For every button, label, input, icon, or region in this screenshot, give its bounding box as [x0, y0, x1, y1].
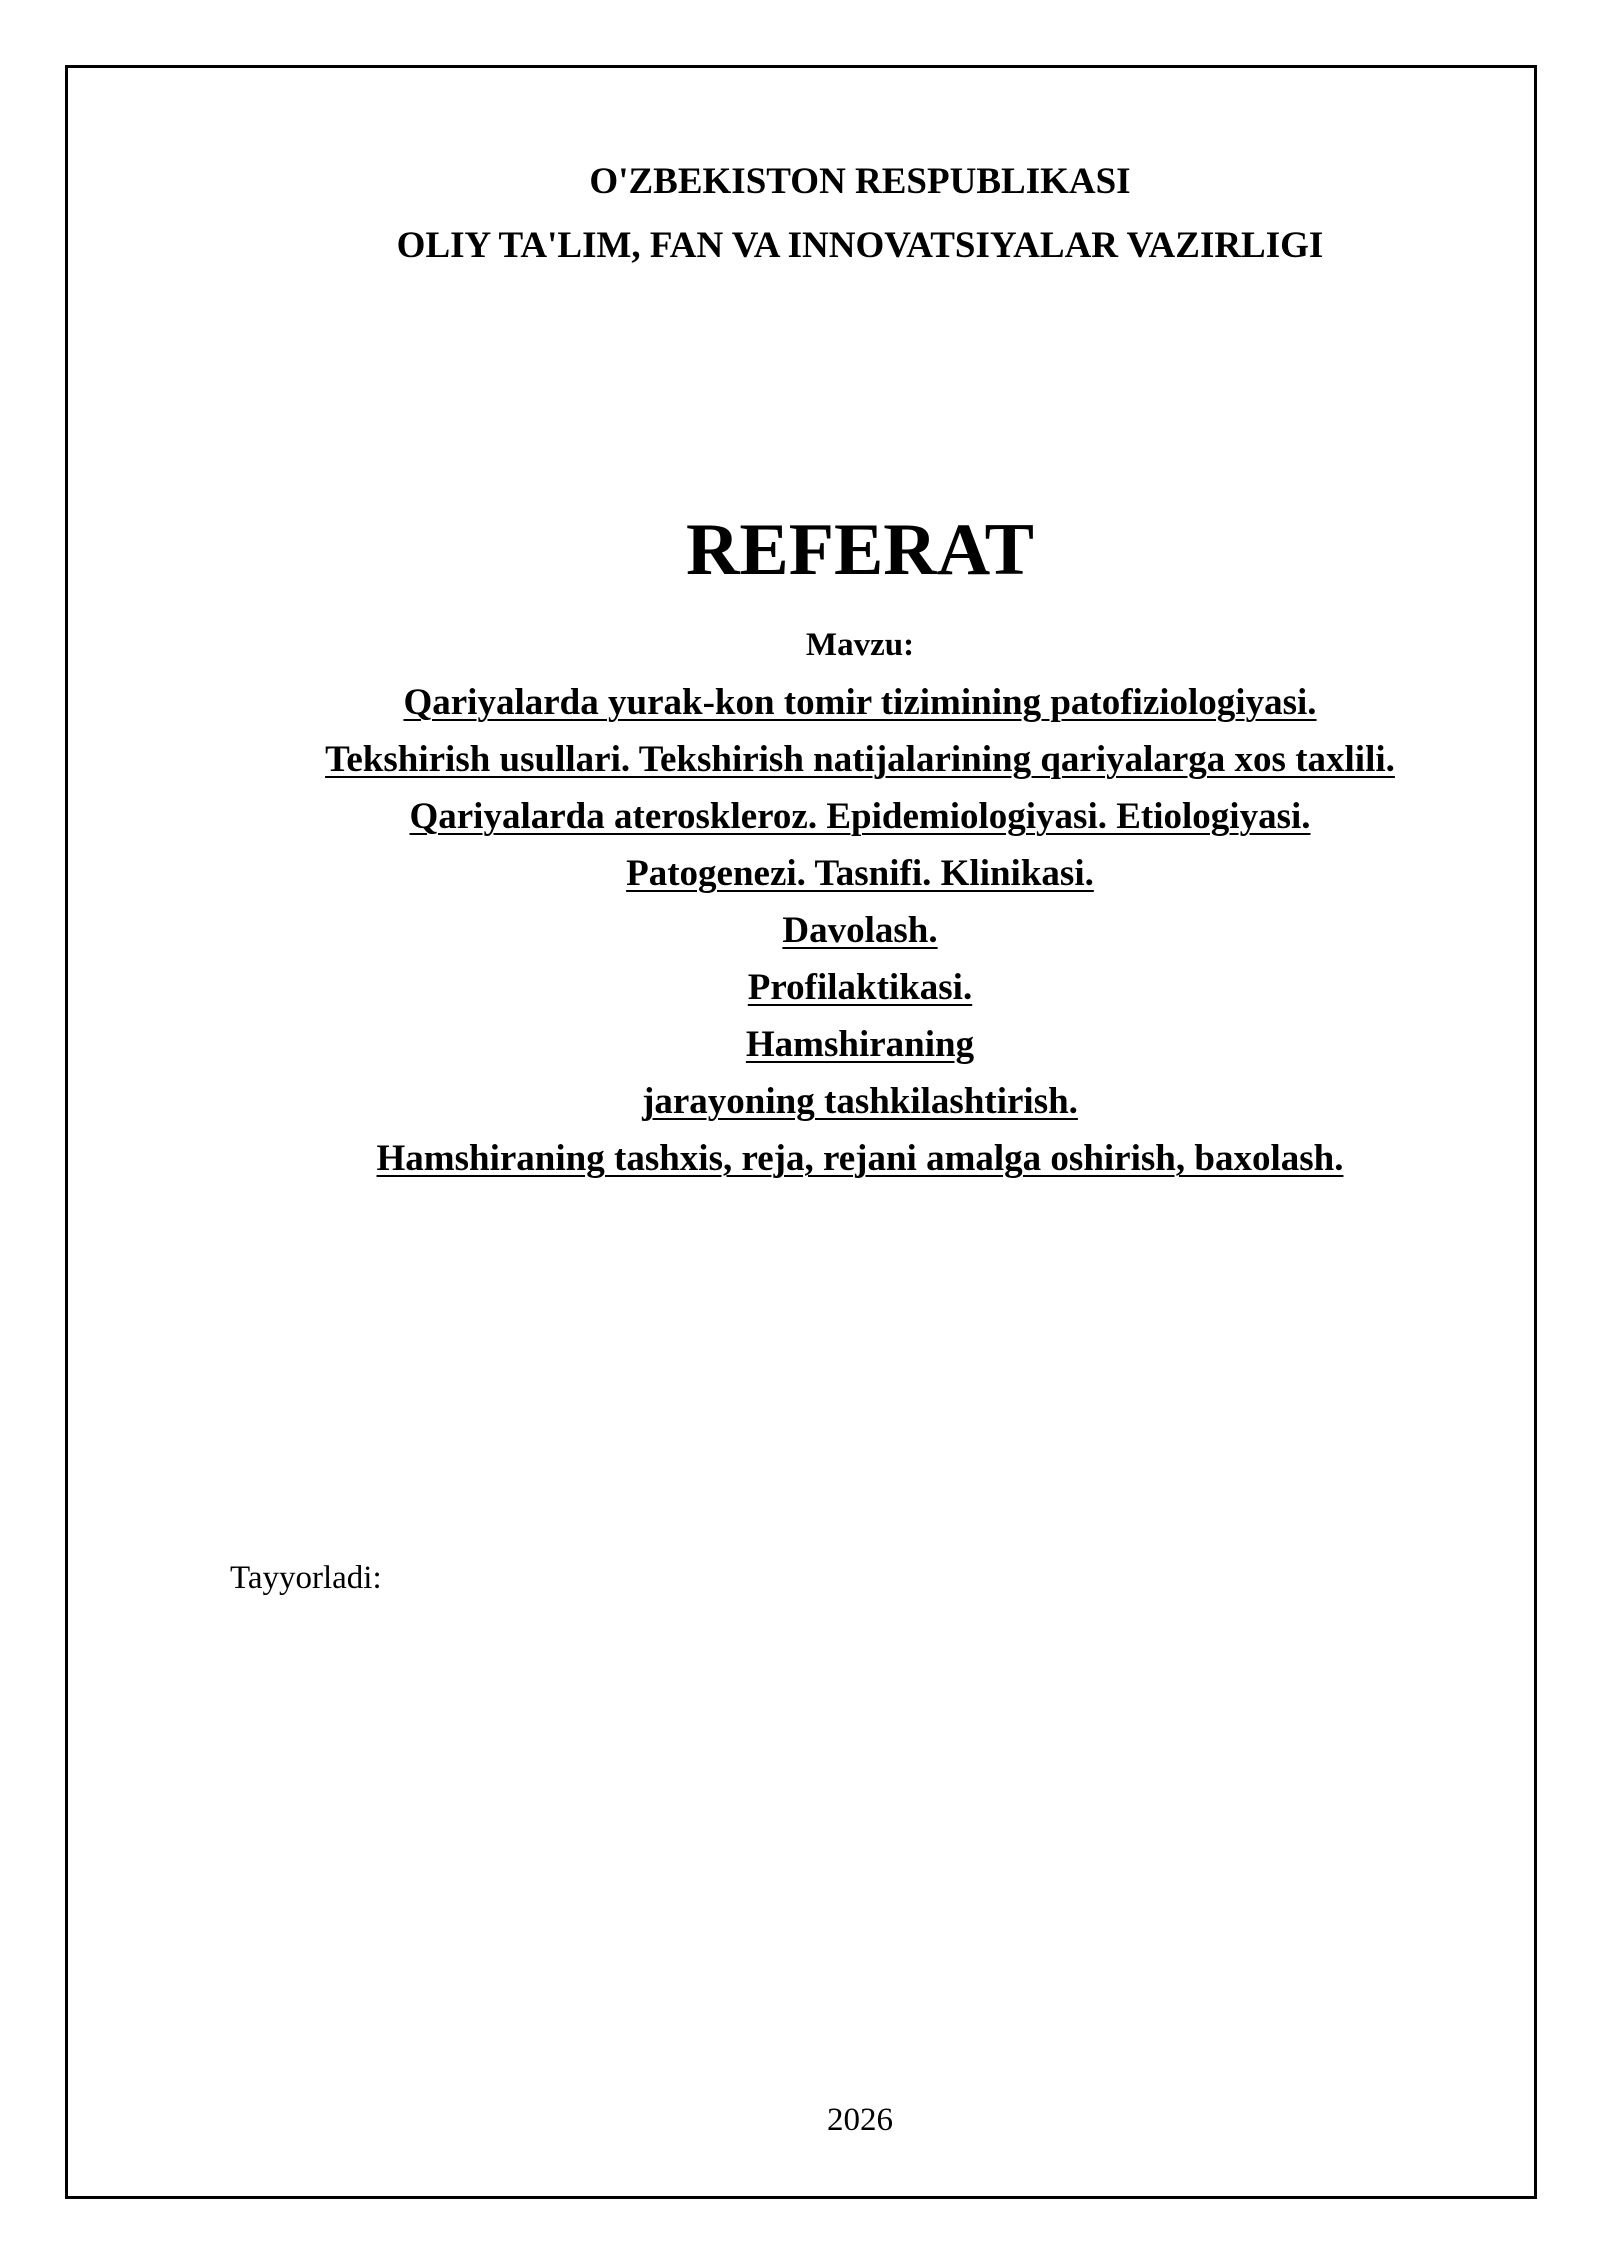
topic-line: Davolash. — [782, 910, 938, 951]
topic-line: Hamshiraning — [745, 1024, 975, 1065]
topic-line: Hamshiraning tashxis, reja, rejani amalga oshirish, baxolash. — [376, 1138, 1344, 1179]
topic-line: Qariyalarda ateroskleroz. Epidemiologiyasi. Etiologiyasi. — [409, 796, 1311, 837]
document-title: REFERAT — [685, 509, 1035, 591]
topic-line: Tekshirish usullari. Tekshirish natijalarining qariyalarga xos taxlili. — [325, 739, 1395, 780]
header-country: O'ZBEKISTON RESPUBLIKASI — [589, 161, 1131, 202]
ministry-header — [0, 150, 1600, 278]
topic-text — [0, 674, 1600, 1187]
topic-line: Qariyalarda yurak-kon tomir tizimining patofiziologiyasi. — [403, 682, 1317, 723]
prepared-by-label: Tayyorladi: — [230, 1560, 382, 1596]
topic-label: Mavzu: — [805, 627, 915, 663]
header-ministry: OLIY TA'LIM, FAN VA INNOVATSIYALAR VAZIRLIGI — [396, 225, 1324, 266]
topic-line: Profilaktikasi. — [747, 967, 973, 1008]
topic-line: jarayoning tashkilashtirish. — [642, 1081, 1078, 1122]
topic-line: Patogenezi. Tasnifi. Klinikasi. — [626, 853, 1094, 894]
year: 2026 — [827, 2102, 893, 2138]
